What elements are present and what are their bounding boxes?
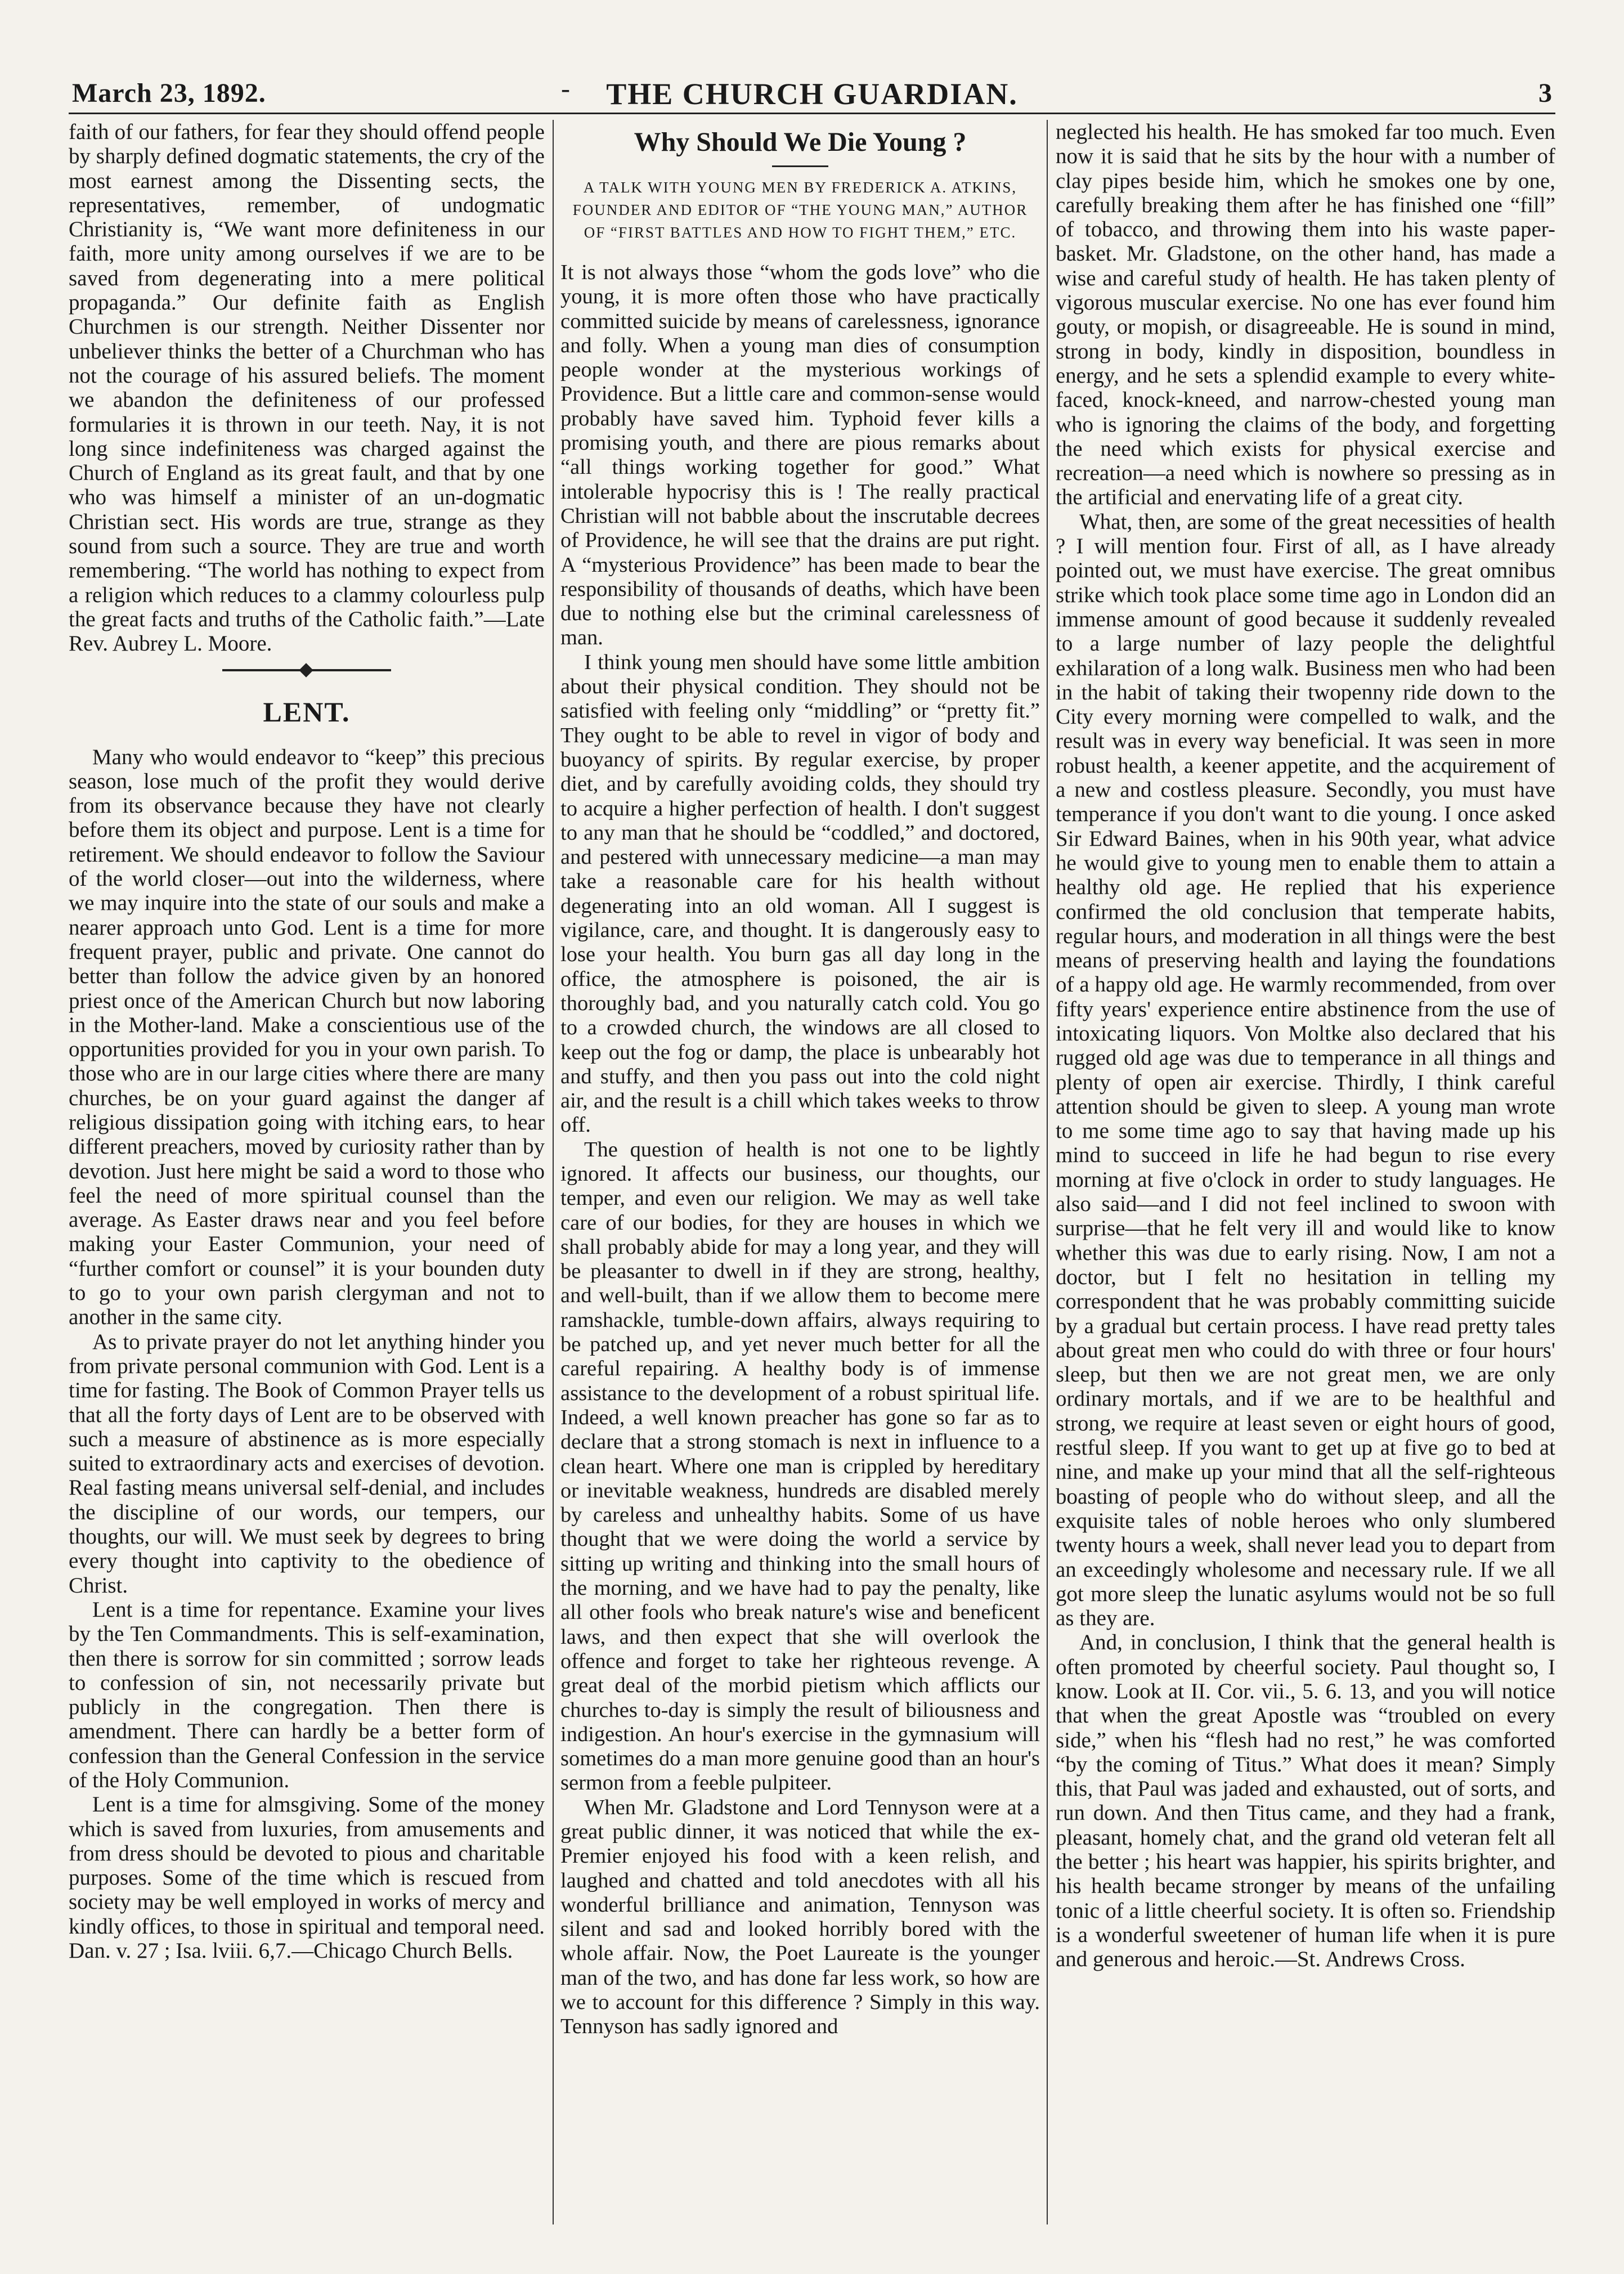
columns [69, 120, 1555, 2224]
masthead [69, 73, 1555, 114]
lent-paragraph: Lent is a time for repentance. Examine your lives by the Ten Commandments. This is self-examination, then there is sorrow for sin committed ; sorrow leads to confession of sin, not necessarily private but publicly in the congregation. Then there is amendment. There can hardly be a better form of confession than the General Confession in the service of the Holy Communion. [69, 1597, 545, 1792]
issue-date: March 23, 1892. [72, 78, 266, 108]
page-number: 3 [1538, 78, 1552, 108]
column-1 [69, 120, 553, 2224]
ornament-rule-icon [222, 666, 391, 674]
article-paragraph: When Mr. Gladstone and Lord Tennyson were at a great public dinner, it was noticed that while the ex-Premier enjoyed his food with a keen relish, and laughed and chatted and told anecdotes with all his wonderful brilliance and animation, Tennyson was silent and sad and looked horribly bored with the whole affair. Now, the Poet Laureate is the younger man of the two, and has done far less work, so how are we to account for this difference ? Simply in this way. Tennyson has sadly ignored and [560, 1795, 1040, 2039]
continued-paragraph: faith of our fathers, for fear they should offend people by sharply defined dogmatic statements, the cry of the most earnest among the Dissenting sects, the representatives, remember, of undogmatic Christianity is, “We want more definiteness in our faith, more unity among ourselves if we are to be saved from degenerating into a mere political propaganda.” Our definite faith as English Churchmen is our strength. Neither Dissenter nor unbeliever thinks the better of a Churchman who has not the courage of his assured beliefs. The moment we abandon the definiteness of our professed formularies it is thrown in our teeth. Nay, it is not long since indefiniteness was charged against the Church of England as its great fault, and that by one who was himself a minister of an un-dogmatic Christian sect. His words are true, strange as they sound from such a source. They are true and worth remembering. “The world has nothing to expect from a religion which reduces to a clammy colourless pulp the great facts and truths of the Catholic faith.”—Late Rev. Aubrey L. Moore. [69, 120, 545, 656]
article-paragraph: neglected his health. He has smoked far too much. Even now it is said that he sits by the hour with a number of clay pipes beside him, which he smokes one by one, carefully breaking them after he has finished one “fill” of tobacco, and throwing them into his waste paper-basket. Mr. Gladstone, on the other hand, has made a wise and careful study of health. He has taken plenty of vigorous muscular exercise. No one has ever found him gouty, or mopish, or disagreeable. He is sound in mind, strong in body, kindly in disposition, boundless in energy, and he sets a splendid example to every white-faced, knock-kneed, and narrow-chested young man who is ignoring the claims of the body, and forgetting the need which exists for physical exercise and recreation—a need which is nowhere so pressing as in the artificial and enervating life of a great city. [1056, 120, 1555, 510]
lent-paragraph: Many who would endeavor to “keep” this precious season, lose much of the profit they would derive from its observance because they have not clearly before them its object and purpose. Lent is a time for retirement. We should endeavor to follow the Saviour of the world closer—out into the wilderness, where we may inquire into the state of our souls and make a nearer approach unto God. Lent is a time for more frequent prayer, public and private. One cannot do better than follow the advice given by an honored priest once of the American Church but now laboring in the Mother-land. Make a conscientious use of the opportunities provided for you in your own parish. To those who are in our large cities where there are many churches, be on your guard against the danger af religious dissipation going with itching ears, to hear different preachers, moved by curiosity rather than by devotion. Just here might be said a word to those who feel the need of more spiritual counsel than the average. As Easter draws near and you feel before making your Easter Communion, your need of “further comfort or counsel” it is your bounden duty to go to your own parish clergyman and not to another in the same city. [69, 744, 545, 1330]
lent-heading: LENT. [263, 696, 351, 728]
article-paragraph: What, then, are some of the great necessities of health ? I will mention four. First of all, as I have already pointed out, we must have exercise. The great omnibus strike which took place some time ago in London did an immense amount of good because it suddenly revealed to a large number of lazy people the delightful exhilaration of a long walk. Business men who had been in the habit of taking their twopenny ride down to the City every morning were compelled to walk, and the result was in every way beneficial. It was seen in more robust health, a keener appetite, and the acquirement of a new and costless pleasure. Secondly, you must have temperance if you don't want to die young. I once asked Sir Edward Baines, when in his 90th year, what advice he would give to young men to enable them to attain a healthy old age. He replied that his experience confirmed the old conclusion that temperate habits, regular hours, and moderation in all things were the best means of preserving health and laying the foundations of a happy old age. He warmly recommended, from over fifty years' experience entire abstinence from the use of intoxicating liquors. Von Moltke also declared that his rugged old age was due to temperance in all things and plenty of open air exercise. Thirdly, I think careful attention should be given to sleep. A young man wrote to me some time ago to say that having made up his mind to succeed in life he had begun to rise every morning at five o'clock in order to study languages. He also said—and I did not feel inclined to swoon with surprise—that he felt very ill and would like to know whether this was due to early rising. Now, I am not a doctor, but I felt no hesitation in telling my correspondent that he was probably committing suicide by a gradual but certain process. I have read pretty tales about great men who could do with three or four hours' sleep, but then we are not great men, we are only ordinary mortals, and if we are to be healthful and strong, we require at least seven or eight hours of good, restful sleep. If you want to get up at five go to bed at nine, and make up your mind that all the self-righteous boasting of people who do without sleep, and all the exquisite tales of noble heroes who only slumbered twenty hours a week, shall never lead you to depart from an exceedingly wholesome and necessary rule. If we all got more sleep the lunatic asylums would not be so full as they are. [1056, 509, 1555, 1631]
article-title: Why Should We Die Young ? [634, 127, 967, 157]
column-2 [553, 120, 1048, 2224]
section-divider [69, 666, 545, 683]
article-paragraph: I think young men should have some little ambition about their physical condition. They should not be satisfied with feeling only “middling” or “pretty fit.” They ought to be able to revel in vigor of body and buoyancy of spirits. By regular exercise, by proper diet, and by carefully avoiding colds, they should try to acquire a higher perfection of health. I don't suggest to any man that he should be “coddled,” and doctored, and pestered with unnecessary medicine—a man may take a reasonable care for his health without degenerating into an old woman. All I suggest is vigilance, care, and thought. It is dangerously easy to lose your health. You burn gas all day long in the office, the atmosphere is poisoned, the air is thoroughly bad, and you naturally catch cold. You go to a crowded church, the windows are all closed to keep out the fog or damp, the place is unbearably hot and stuffy, and then you pass out into the cold night air, and the result is a chill which takes weeks to throw off. [560, 650, 1040, 1137]
article-paragraph: And, in conclusion, I think that the general health is often promoted by cheerful society. Paul thought so, I know. Look at II. Cor. vii., 5. 6. 13, and you will notice that when the great Apostle was “troubled on every side,” when his “flesh had no rest,” he was comforted “by the coming of Titus.” What does it mean? Simply this, that Paul was jaded and exhausted, out of sorts, and run down. And then Titus came, and they had a frank, pleasant, homely chat, and the grand old veteran felt all the better ; his heart was happier, his spirits brighter, and his health became stronger by means of the unfailing tonic of a little cheerful society. It is often so. Friendship is a wonderful sweetener of human life when it is pure and generous and heroic.—St. Andrews Cross. [1056, 1630, 1555, 1972]
title-rule [772, 165, 828, 167]
article-paragraph: It is not always those “whom the gods love” who die young, it is more often those who have practically committed suicide by means of carelessness, ignorance and folly. When a young man dies of consumption people wonder at the mysterious workings of Providence. But a little care and common-sense would probably have saved him. Typhoid fever kills a promising youth, and there are pious remarks about “all things working together for good.” What intolerable hypocrisy this is ! The really practical Christian will not babble about the inscrutable decrees of Providence, he will see that the drains are put right. A “mysterious Providence” has been made to bear the responsibility of thousands of deaths, which have been due to nothing else but the criminal carelessness of man. [560, 261, 1040, 650]
article-subtitle: A TALK WITH YOUNG MEN BY FREDERICK A. ATKINS, FOUNDER AND EDITOR OF “THE YOUNG MAN,” AUTHOR OF “FIRST BATTLES AND HOW TO FIGHT THEM,” ETC. [572, 179, 1028, 241]
lent-paragraph: Lent is a time for almsgiving. Some of the money which is saved from luxuries, from amusements and from dress should be devoted to pious and charitable purposes. Some of the time which is rescued from society may be well employed in works of mercy and kindly offices, to those in spiritual and temporal need. Dan. v. 27 ; Isa. lviii. 6,7.—Chicago Church Bells. [69, 1792, 545, 1963]
masthead-dash: - [561, 74, 570, 104]
article-paragraph: The question of health is not one to be lightly ignored. It affects our business, our thoughts, our temper, and even our religion. We may as well take care of our bodies, for they are houses in which we shall probably abide for may a long year, and they will be pleasanter to dwell in if they are strong, healthy, and well-built, than if we allow them to become mere ramshackle, tumble-down affairs, always requiring to be patched up, and yet never much better for all the careful repairing. A healthy body is of immense assistance to the development of a robust spiritual life. Indeed, a well known preacher has gone so far as to declare that a strong stomach is next in influence to a clean heart. Where one man is crippled by hereditary or inevitable weakness, hundreds are disabled merely by careless and unhealthy habits. Some of us have thought that we were doing the world a service by sitting up writing and thinking into the small hours of the morning, and we have had to pay the penalty, like all other fools who break nature's wise and beneficent laws, and then expect that she will overlook the offence and forget to take her righteous revenge. A great deal of the morbid pietism which afflicts our churches to-day is simply the result of biliousness and indigestion. An hour's exercise in the gymnasium will sometimes do a man more genuine good than an hour's sermon from a feeble pulpiteer. [560, 1137, 1040, 1795]
column-3 [1048, 120, 1555, 2224]
lent-paragraph: As to private prayer do not let anything hinder you from private personal communion with God. Lent is a time for fasting. The Book of Common Prayer tells us that all the forty days of Lent are to be observed with such a measure of abstinence as is more especially suited to extraordinary acts and exercises of devotion. Real fasting means universal self-denial, and includes the discipline of our words, our tempers, our thoughts, our will. We must seek by degrees to bring every thought into captivity to the obedience of Christ. [69, 1329, 545, 1598]
newspaper-title: THE CHURCH GUARDIAN. [606, 77, 1018, 111]
